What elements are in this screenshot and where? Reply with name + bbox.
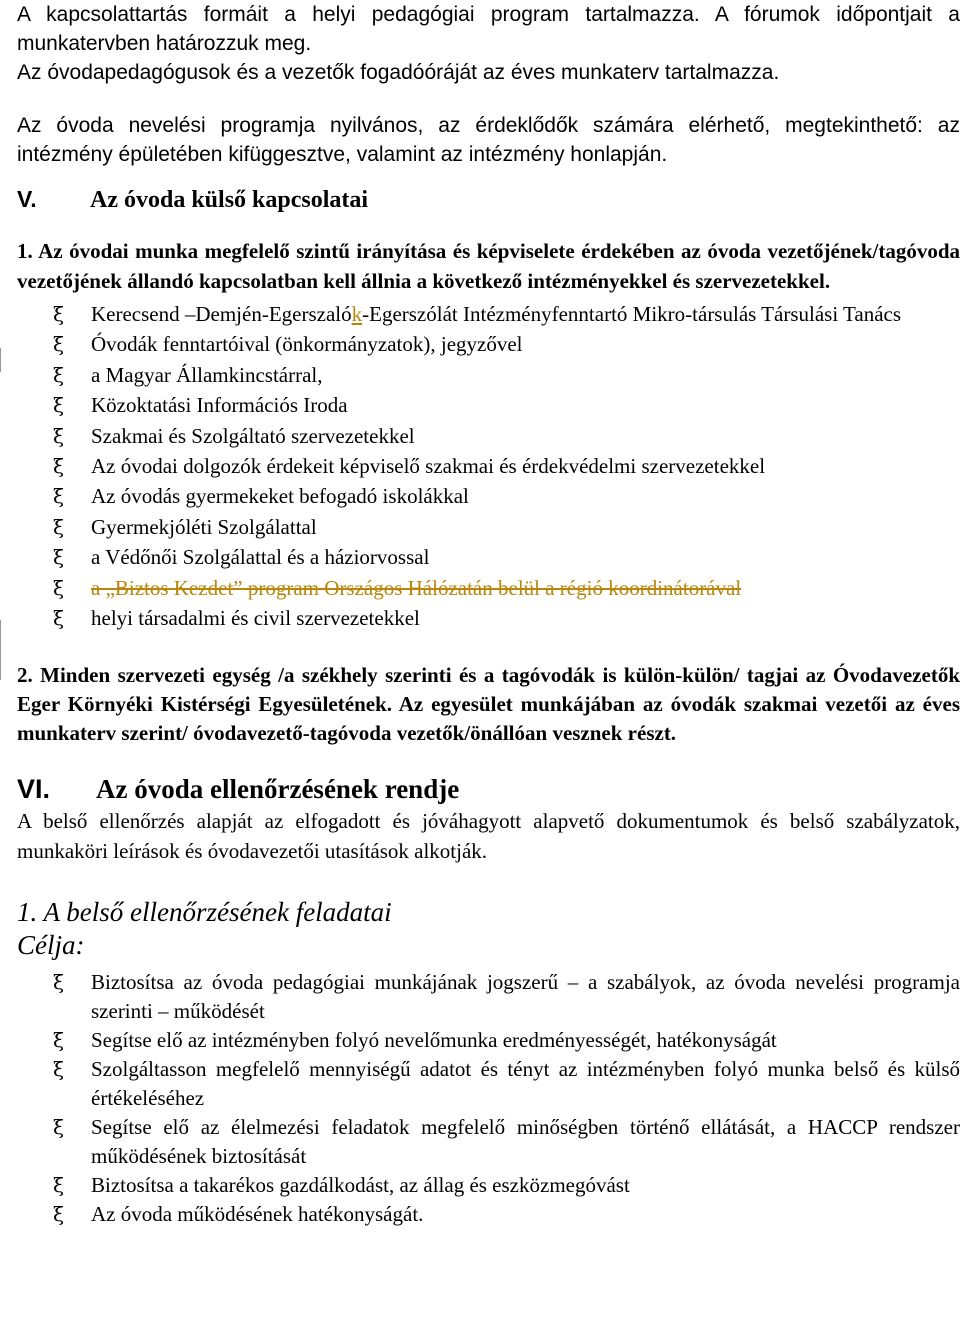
xi-bullet-icon: ξ: [53, 454, 65, 479]
list-item-text: helyi társadalmi és civil szervezetekkel: [91, 606, 420, 631]
list-item-text: Szolgáltasson megfelelő mennyiségű adatot és tényt az intézményben folyó munka belső és külső értékeléséhez: [91, 1057, 960, 1111]
external-relations-list: [17, 299, 960, 633]
section-v-number: V.: [17, 186, 37, 212]
list-item: [17, 512, 960, 542]
intro-paragraph-2: Az óvodapedagógusok és a vezetők fogadóóráját az éves munkaterv tartalmazza.: [17, 61, 780, 84]
list-item-text: Gyermekjóléti Szolgálattal: [91, 514, 317, 539]
list-item: [17, 1200, 960, 1229]
document-page: [17, 0, 960, 1229]
xi-bullet-icon: ξ: [53, 545, 65, 570]
list-item: [17, 1113, 960, 1171]
xi-bullet-icon: ξ: [53, 484, 65, 509]
list-item-text: a Védőnői Szolgálattal és a háziorvossal: [91, 545, 430, 570]
list-item-text: Biztosítsa az óvoda pedagógiai munkájának jogszerű – a szabályok, az óvoda nevelési programja szerinti – működését: [91, 970, 960, 1024]
list-item-text: a Magyar Államkincstárral,: [91, 362, 323, 387]
xi-bullet-icon: ξ: [53, 332, 65, 357]
xi-bullet-icon: ξ: [53, 1057, 65, 1082]
revision-bar: [0, 348, 1, 372]
section-v-title: Az óvoda külső kapcsolatai: [90, 187, 369, 213]
list-item-text: Az óvodás gyermekeket befogadó iskolákkal: [91, 484, 469, 509]
revision-bar: [0, 620, 1, 680]
tracked-insertion: k: [351, 302, 363, 326]
list-item: [17, 360, 960, 390]
xi-bullet-icon: ξ: [53, 606, 65, 631]
section-vi-heading: [17, 774, 960, 805]
section-vi-title: Az óvoda ellenőrzésének rendje: [96, 774, 460, 805]
xi-bullet-icon: ξ: [53, 362, 65, 387]
xi-bullet-icon: ξ: [53, 575, 65, 600]
list-item-text: Segítse elő az intézményben folyó nevelőmunka eredményességét, hatékonyságát: [91, 1028, 777, 1053]
goals-list: [17, 968, 960, 1229]
xi-bullet-icon: ξ: [53, 514, 65, 539]
list-item-text: Biztosítsa a takarékos gazdálkodást, az állag és eszközmegóvást: [91, 1173, 630, 1198]
list-item-text: Segítse elő az élelmezési feladatok megfelelő minőségben történő ellátását, a HACCP rendszer működésének biztosítását: [91, 1115, 960, 1169]
list-item-text-pre: Kerecsend –Demjén-Egerszaló: [91, 302, 352, 326]
list-item: [17, 1026, 960, 1055]
list-item-text: Óvodák fenntartóival (önkormányzatok), jegyzővel: [91, 332, 523, 357]
list-item: [17, 451, 960, 481]
list-item: [17, 603, 960, 633]
list-item-text-post: -Egerszólát Intézményfenntartó Mikro-társulás Társulási Tanács: [362, 302, 902, 326]
list-item-text: Szakmai és Szolgáltató szervezetekkel: [91, 423, 415, 448]
list-item-text: Az óvodai dolgozók érdekeit képviselő szakmai és érdekvédelmi szervezetekkel: [91, 454, 766, 479]
xi-bullet-icon: ξ: [53, 1115, 65, 1140]
xi-bullet-icon: ξ: [53, 423, 65, 448]
intro-paragraph-1: A kapcsolattartás formáit a helyi pedagógiai program tartalmazza. A fórumok időpontjait a munkatervben határozzuk meg.: [17, 3, 960, 55]
tracked-deletion: a „Biztos Kezdet” program Országos Hálózatán belül a régió koordinátorával: [91, 575, 742, 600]
xi-bullet-icon: ξ: [53, 1202, 65, 1227]
section-vi-intro: A belső ellenőrzés alapját az elfogadott és jóváhagyott alapvető dokumentumok és belső szabályzatok, munkaköri leírások és óvodavezetői utasítások alkotják.: [17, 809, 960, 864]
xi-bullet-icon: ξ: [53, 393, 65, 418]
list-item: [17, 390, 960, 420]
xi-bullet-icon: ξ: [53, 1028, 65, 1053]
section-v-heading: [17, 186, 960, 214]
list-item-text: Közoktatási Információs Iroda: [91, 393, 348, 418]
list-item: [17, 1171, 960, 1200]
intro-paragraph-3: Az óvoda nevelési programja nyilvános, az érdeklődők számára elérhető, megtekinthető: az intézmény épületében kifüggesztve, valamint az intézmény honlapján.: [17, 114, 960, 166]
list-item: [17, 481, 960, 511]
list-item: [17, 542, 960, 572]
list-item: [17, 329, 960, 359]
goal-heading: Célja:: [17, 930, 85, 961]
xi-bullet-icon: ξ: [53, 302, 65, 326]
list-item: [17, 968, 960, 1026]
xi-bullet-icon: ξ: [53, 970, 65, 995]
list-item-text: Az óvoda működésének hatékonyságát.: [91, 1202, 424, 1227]
list-item: [17, 1055, 960, 1113]
section-v-point-2: 2. Minden szervezeti egység /a székhely szerinti és a tagóvodák is külön-külön/ tagjai az Óvodavezetők Eger Környéki Kistérségi Egyesületének. Az egyesület munkájában az óvodák szakmai vezetői az éves munkaterv szerint/ óvodavezető-tagóvoda vezetők/önállóan vesznek részt.: [17, 663, 960, 746]
list-item: [17, 299, 960, 329]
xi-bullet-icon: ξ: [53, 1173, 65, 1198]
section-v-point-1: 1. Az óvodai munka megfelelő szintű irányítása és képviselete érdekében az óvoda vezetőjének/tagóvoda vezetőjének állandó kapcsolatban kell állnia a következő intézményekkel és szervezetekkel.: [17, 239, 960, 293]
section-vi-number: VI.: [17, 774, 51, 805]
list-item: [17, 421, 960, 451]
list-item-struck: [17, 573, 960, 603]
internal-control-heading: 1. A belső ellenőrzésének feladatai: [17, 897, 392, 928]
